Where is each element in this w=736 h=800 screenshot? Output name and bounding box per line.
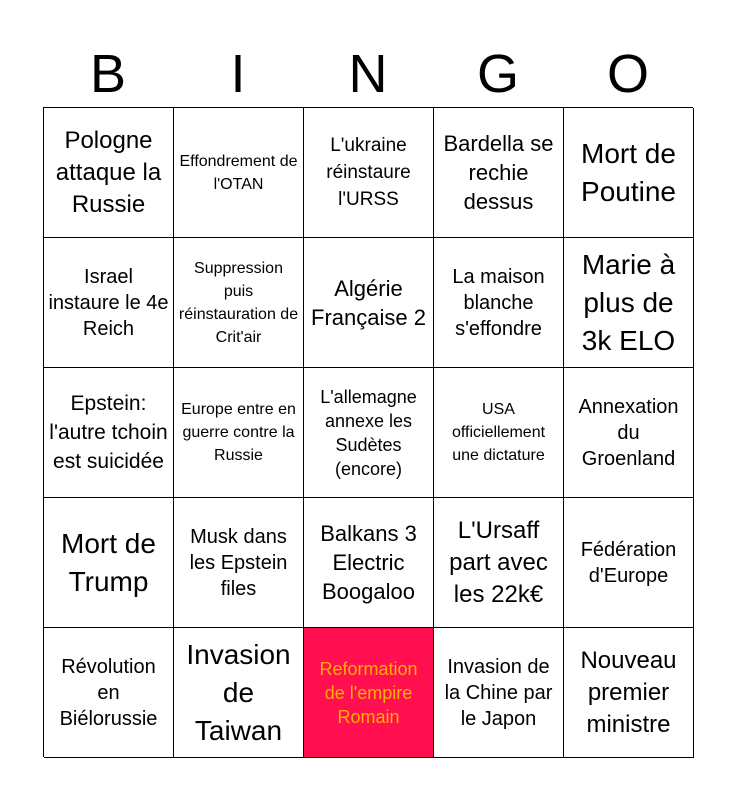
cell-text: Algérie Française 2 [311, 275, 426, 330]
bingo-cell[interactable] [564, 498, 694, 628]
header-letter-g: G [476, 44, 519, 104]
bingo-cell[interactable] [174, 108, 304, 238]
cell-text: Balkans 3 Electric Boogaloo [320, 521, 417, 604]
bingo-cell[interactable] [44, 498, 174, 628]
bingo-board [43, 107, 693, 757]
bingo-cell[interactable] [564, 628, 694, 758]
cell-text: Annexation du Groenland [578, 395, 679, 470]
cell-text: Marie à plus de 3k ELO [581, 248, 676, 356]
cell-text: Nouveau premier ministre [580, 646, 677, 738]
cell-text: Effondrement de l'OTAN [179, 152, 298, 193]
bingo-cell[interactable] [44, 238, 174, 368]
cell-text: Epstein: l'autre tchoin est suicidée [49, 392, 168, 473]
cell-text: Reformation de l'empire Romain [319, 658, 418, 727]
bingo-cell[interactable] [434, 498, 564, 628]
bingo-cell[interactable] [304, 498, 434, 628]
bingo-cell[interactable] [434, 238, 564, 368]
bingo-header [43, 40, 693, 108]
cell-text: Israel instaure le 4e Reich [48, 265, 169, 340]
cell-text: Suppression puis réinstauration de Crit'air [178, 259, 299, 346]
cell-text: Pologne attaque la Russie [55, 126, 162, 218]
cell-text: Invasion de Taiwan [186, 638, 291, 746]
cell-text: Musk dans les Epstein files [189, 525, 288, 600]
cell-text: Mort de Poutine [581, 137, 676, 207]
bingo-cell-marked[interactable] [304, 628, 434, 758]
header-letter-i: I [230, 44, 246, 104]
cell-text: Fédération d'Europe [580, 538, 677, 587]
cell-text: Mort de Trump [61, 527, 156, 597]
bingo-cell[interactable] [304, 368, 434, 498]
bingo-cell[interactable] [44, 108, 174, 238]
header-letter-b: B [89, 44, 127, 104]
bingo-cell[interactable] [304, 108, 434, 238]
header-letter-o: O [606, 44, 649, 104]
bingo-cell[interactable] [434, 628, 564, 758]
bingo-cell[interactable] [44, 628, 174, 758]
header-letter-n: N [348, 44, 388, 104]
bingo-cell[interactable] [174, 498, 304, 628]
bingo-cell[interactable] [564, 368, 694, 498]
bingo-cell[interactable] [304, 238, 434, 368]
bingo-cell[interactable] [44, 368, 174, 498]
bingo-cell[interactable] [564, 108, 694, 238]
bingo-cell[interactable] [174, 368, 304, 498]
cell-text: Europe entre en guerre contre la Russie [181, 401, 296, 464]
bingo-cell[interactable] [174, 238, 304, 368]
cell-text: L'Ursaff part avec les 22k€ [449, 516, 548, 608]
bingo-cell[interactable] [564, 238, 694, 368]
cell-text: La maison blanche s'effondre [452, 265, 545, 340]
cell-text: Révolution en Biélorussie [59, 655, 158, 730]
bingo-cell[interactable] [174, 628, 304, 758]
bingo-cell[interactable] [434, 368, 564, 498]
cell-text: L'allemagne annexe les Sudètes (encore) [320, 386, 417, 479]
bingo-cell[interactable] [434, 108, 564, 238]
cell-text: L'ukraine réinstaure l'URSS [326, 135, 411, 210]
cell-text: Bardella se rechie dessus [443, 131, 554, 214]
cell-text: Invasion de la Chine par le Japon [444, 655, 553, 730]
cell-text: USA officiellement une dictature [451, 401, 546, 464]
